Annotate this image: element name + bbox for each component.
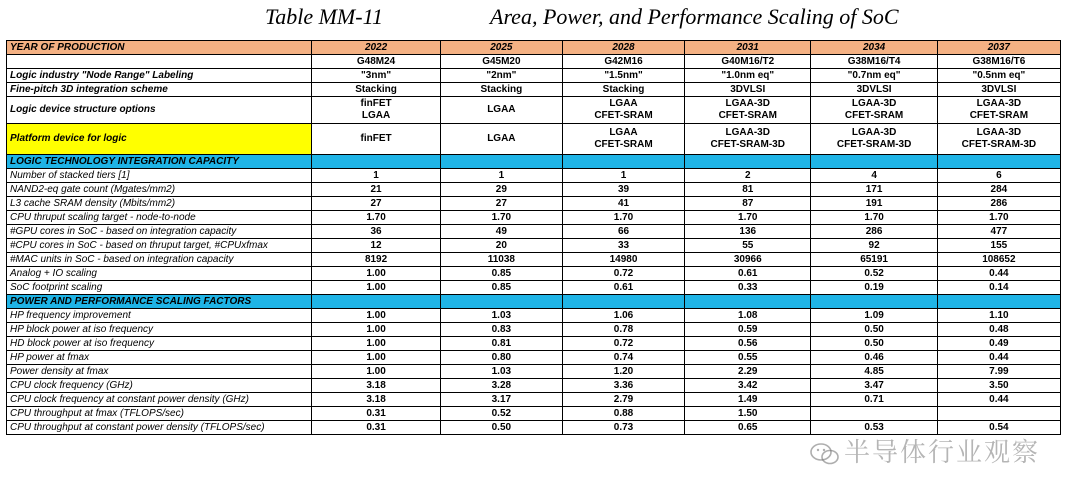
value-cell: 55 bbox=[685, 239, 811, 253]
value-cell: 29 bbox=[440, 183, 562, 197]
row-label: CPU clock frequency at constant power density (GHz) bbox=[7, 393, 312, 407]
value-cell: 0.72 bbox=[562, 337, 684, 351]
section-cell bbox=[440, 155, 562, 169]
row-label: #MAC units in SoC - based on integration capacity bbox=[7, 253, 312, 267]
value-cell: 1.00 bbox=[312, 337, 440, 351]
value-cell: 0.31 bbox=[312, 407, 440, 421]
value-cell: "0.5nm eq" bbox=[937, 69, 1060, 83]
value-cell: Stacking bbox=[562, 83, 684, 97]
section-cell bbox=[562, 155, 684, 169]
value-cell: 49 bbox=[440, 225, 562, 239]
value-cell: 20 bbox=[440, 239, 562, 253]
value-cell: 0.61 bbox=[562, 281, 684, 295]
header-years-row bbox=[7, 41, 1061, 55]
value-cell bbox=[937, 407, 1060, 421]
value-line: LGAA-3D bbox=[725, 98, 770, 109]
value-cell: 81 bbox=[685, 183, 811, 197]
row-label: Fine-pitch 3D integration scheme bbox=[7, 83, 312, 97]
value-cell: 0.33 bbox=[685, 281, 811, 295]
value-cell: 0.46 bbox=[811, 351, 937, 365]
value-cell: 2.29 bbox=[685, 365, 811, 379]
value-cell: "3nm" bbox=[312, 69, 440, 83]
row-label: HP block power at iso frequency bbox=[7, 323, 312, 337]
node-cell: G40M16/T2 bbox=[685, 55, 811, 69]
value-cell: 0.88 bbox=[562, 407, 684, 421]
value-cell: 3.17 bbox=[440, 393, 562, 407]
value-cell: 1.00 bbox=[312, 267, 440, 281]
value-cell: 0.48 bbox=[937, 323, 1060, 337]
value-cell: 3DVLSI bbox=[811, 83, 937, 97]
value-cell: 0.52 bbox=[440, 407, 562, 421]
value-cell: 191 bbox=[811, 197, 937, 211]
value-line: CFET-SRAM-3D bbox=[836, 139, 912, 150]
node-cell: G45M20 bbox=[440, 55, 562, 69]
value-cell: 3.36 bbox=[562, 379, 684, 393]
value-cell: 0.49 bbox=[937, 337, 1060, 351]
table-row bbox=[7, 83, 1061, 97]
table-row bbox=[7, 281, 1061, 295]
value-cell: 12 bbox=[312, 239, 440, 253]
value-cell: 1.08 bbox=[685, 309, 811, 323]
value-cell: 0.73 bbox=[562, 421, 684, 435]
year-label: YEAR OF PRODUCTION bbox=[7, 41, 312, 55]
section-title: POWER AND PERFORMANCE SCALING FACTORS bbox=[7, 295, 312, 309]
value-cell: 0.72 bbox=[562, 267, 684, 281]
value-cell: 0.83 bbox=[440, 323, 562, 337]
value-line: finFET bbox=[360, 98, 392, 109]
value-cell: 0.71 bbox=[811, 393, 937, 407]
table-id: Table MM-11 bbox=[265, 4, 383, 29]
value-cell bbox=[685, 124, 811, 155]
scaling-table bbox=[6, 40, 1061, 435]
watermark-text: 半导体行业观察 bbox=[844, 438, 1041, 468]
table-row bbox=[7, 183, 1061, 197]
value-line: CFET-SRAM bbox=[594, 139, 653, 150]
value-cell bbox=[811, 124, 937, 155]
section-cell bbox=[937, 155, 1060, 169]
value-cell: 1.70 bbox=[562, 211, 684, 225]
section-cell bbox=[312, 155, 440, 169]
value-cell: 3.18 bbox=[312, 379, 440, 393]
value-cell: 0.81 bbox=[440, 337, 562, 351]
value-cell: 0.85 bbox=[440, 281, 562, 295]
value-cell: 1.70 bbox=[312, 211, 440, 225]
value-line: LGAA bbox=[609, 98, 638, 109]
value-cell: 108652 bbox=[937, 253, 1060, 267]
table-row bbox=[7, 169, 1061, 183]
year-cell: 2022 bbox=[312, 41, 440, 55]
table-row bbox=[7, 323, 1061, 337]
value-cell: 1.00 bbox=[312, 365, 440, 379]
value-cell: 1.20 bbox=[562, 365, 684, 379]
value-cell: 14980 bbox=[562, 253, 684, 267]
value-cell: 0.52 bbox=[811, 267, 937, 281]
section-cell bbox=[937, 295, 1060, 309]
value-line: LGAA bbox=[487, 133, 516, 144]
value-cell bbox=[811, 407, 937, 421]
value-cell: 1.49 bbox=[685, 393, 811, 407]
row-label: L3 cache SRAM density (Mbits/mm2) bbox=[7, 197, 312, 211]
table-row bbox=[7, 69, 1061, 83]
value-cell: 1 bbox=[562, 169, 684, 183]
value-cell: 477 bbox=[937, 225, 1060, 239]
value-cell: 3.42 bbox=[685, 379, 811, 393]
value-cell: 1.70 bbox=[685, 211, 811, 225]
value-cell: 1 bbox=[440, 169, 562, 183]
value-cell: 3.28 bbox=[440, 379, 562, 393]
table-row bbox=[7, 407, 1061, 421]
value-cell: Stacking bbox=[440, 83, 562, 97]
row-label: #CPU cores in SoC - based on thruput target, #CPUxfmax bbox=[7, 239, 312, 253]
value-cell: 0.59 bbox=[685, 323, 811, 337]
value-cell: "1.0nm eq" bbox=[685, 69, 811, 83]
value-cell: 1.03 bbox=[440, 309, 562, 323]
value-cell bbox=[685, 97, 811, 124]
value-cell: 0.74 bbox=[562, 351, 684, 365]
table-row bbox=[7, 225, 1061, 239]
value-line: LGAA-3D bbox=[725, 127, 770, 138]
row-label: Analog + IO scaling bbox=[7, 267, 312, 281]
section-cell bbox=[440, 295, 562, 309]
value-cell: 92 bbox=[811, 239, 937, 253]
value-line: LGAA-3D bbox=[851, 98, 897, 109]
node-label bbox=[7, 55, 312, 69]
value-cell: 1.00 bbox=[312, 351, 440, 365]
value-cell bbox=[312, 124, 440, 155]
table-row bbox=[7, 379, 1061, 393]
value-cell: "2nm" bbox=[440, 69, 562, 83]
value-cell bbox=[440, 97, 562, 124]
row-label: Platform device for logic bbox=[7, 124, 312, 155]
row-label: CPU throughput at constant power density (TFLOPS/sec) bbox=[7, 421, 312, 435]
value-cell: 0.61 bbox=[685, 267, 811, 281]
table-row bbox=[7, 309, 1061, 323]
wechat-icon bbox=[810, 442, 840, 466]
section-cell bbox=[685, 155, 811, 169]
row-label: HD block power at iso frequency bbox=[7, 337, 312, 351]
value-cell: 36 bbox=[312, 225, 440, 239]
table-row bbox=[7, 253, 1061, 267]
value-line: LGAA-3D bbox=[976, 98, 1022, 109]
section-title: LOGIC TECHNOLOGY INTEGRATION CAPACITY bbox=[7, 155, 312, 169]
node-cell: G48M24 bbox=[312, 55, 440, 69]
value-line: LGAA bbox=[609, 127, 638, 138]
value-cell bbox=[562, 124, 684, 155]
value-cell: 3DVLSI bbox=[685, 83, 811, 97]
value-cell: 284 bbox=[937, 183, 1060, 197]
value-cell bbox=[440, 124, 562, 155]
value-cell: 3.18 bbox=[312, 393, 440, 407]
node-cell: G42M16 bbox=[562, 55, 684, 69]
value-cell: Stacking bbox=[312, 83, 440, 97]
value-cell: 6 bbox=[937, 169, 1060, 183]
value-cell: 1.10 bbox=[937, 309, 1060, 323]
value-cell: 0.50 bbox=[811, 323, 937, 337]
table-row bbox=[7, 365, 1061, 379]
value-cell: 1.00 bbox=[312, 281, 440, 295]
row-label: NAND2-eq gate count (Mgates/mm2) bbox=[7, 183, 312, 197]
value-cell bbox=[811, 97, 937, 124]
value-cell: 0.50 bbox=[440, 421, 562, 435]
value-cell: 3.50 bbox=[937, 379, 1060, 393]
value-cell: 0.85 bbox=[440, 267, 562, 281]
value-cell: 286 bbox=[937, 197, 1060, 211]
header-nodes-row bbox=[7, 55, 1061, 69]
section-cell bbox=[562, 295, 684, 309]
year-cell: 2025 bbox=[440, 41, 562, 55]
value-line: CFET-SRAM bbox=[594, 110, 653, 121]
table-row bbox=[7, 211, 1061, 225]
section-cell bbox=[685, 295, 811, 309]
section-cell bbox=[811, 295, 937, 309]
row-label: Power density at fmax bbox=[7, 365, 312, 379]
platform-row bbox=[7, 124, 1061, 155]
value-cell: 8192 bbox=[312, 253, 440, 267]
value-cell bbox=[937, 97, 1060, 124]
value-cell: 0.50 bbox=[811, 337, 937, 351]
value-cell: 33 bbox=[562, 239, 684, 253]
value-cell: 0.78 bbox=[562, 323, 684, 337]
value-cell: 0.54 bbox=[937, 421, 1060, 435]
value-cell: 0.31 bbox=[312, 421, 440, 435]
value-cell bbox=[562, 97, 684, 124]
node-cell: G38M16/T4 bbox=[811, 55, 937, 69]
value-cell: 1.70 bbox=[440, 211, 562, 225]
row-label: #GPU cores in SoC - based on integration capacity bbox=[7, 225, 312, 239]
year-cell: 2028 bbox=[562, 41, 684, 55]
row-label: CPU clock frequency (GHz) bbox=[7, 379, 312, 393]
value-cell: 1.00 bbox=[312, 309, 440, 323]
value-line: LGAA-3D bbox=[851, 127, 897, 138]
value-cell: 0.55 bbox=[685, 351, 811, 365]
value-line: CFET-SRAM-3D bbox=[961, 139, 1037, 150]
value-cell: 1.09 bbox=[811, 309, 937, 323]
value-cell: 0.56 bbox=[685, 337, 811, 351]
value-line: LGAA bbox=[361, 110, 391, 121]
structure-row bbox=[7, 97, 1061, 124]
value-cell: 0.14 bbox=[937, 281, 1060, 295]
value-cell: 1 bbox=[312, 169, 440, 183]
value-cell: 4 bbox=[811, 169, 937, 183]
value-cell bbox=[312, 97, 440, 124]
value-cell: 66 bbox=[562, 225, 684, 239]
year-cell: 2031 bbox=[685, 41, 811, 55]
value-cell: "1.5nm" bbox=[562, 69, 684, 83]
row-label: Number of stacked tiers [1] bbox=[7, 169, 312, 183]
value-cell bbox=[937, 124, 1060, 155]
value-cell: 0.65 bbox=[685, 421, 811, 435]
node-cell: G38M16/T6 bbox=[937, 55, 1060, 69]
year-cell: 2037 bbox=[937, 41, 1060, 55]
row-label: SoC footprint scaling bbox=[7, 281, 312, 295]
section-integration-capacity bbox=[7, 155, 1061, 169]
table-caption: Area, Power, and Performance Scaling of SoC bbox=[490, 4, 899, 29]
value-cell: 3DVLSI bbox=[937, 83, 1060, 97]
value-cell: 30966 bbox=[685, 253, 811, 267]
row-label: CPU throughput at fmax (TFLOPS/sec) bbox=[7, 407, 312, 421]
row-label: CPU thruput scaling target - node-to-node bbox=[7, 211, 312, 225]
row-label: HP frequency improvement bbox=[7, 309, 312, 323]
table-row bbox=[7, 239, 1061, 253]
value-cell: 2 bbox=[685, 169, 811, 183]
section-cell bbox=[312, 295, 440, 309]
value-cell: 1.70 bbox=[937, 211, 1060, 225]
value-cell: 0.19 bbox=[811, 281, 937, 295]
section-cell bbox=[811, 155, 937, 169]
value-cell: 136 bbox=[685, 225, 811, 239]
value-line: LGAA bbox=[487, 104, 516, 115]
value-cell: 27 bbox=[312, 197, 440, 211]
table-row bbox=[7, 351, 1061, 365]
value-cell: 41 bbox=[562, 197, 684, 211]
row-label: Logic industry "Node Range" Labeling bbox=[7, 69, 312, 83]
value-line: CFET-SRAM bbox=[969, 110, 1029, 121]
value-cell: "0.7nm eq" bbox=[811, 69, 937, 83]
value-cell: 27 bbox=[440, 197, 562, 211]
value-cell: 155 bbox=[937, 239, 1060, 253]
value-cell: 39 bbox=[562, 183, 684, 197]
value-cell: 0.80 bbox=[440, 351, 562, 365]
value-cell: 1.00 bbox=[312, 323, 440, 337]
value-cell: 4.85 bbox=[811, 365, 937, 379]
value-cell: 0.44 bbox=[937, 393, 1060, 407]
table-row bbox=[7, 267, 1061, 281]
value-cell: 171 bbox=[811, 183, 937, 197]
value-cell: 1.06 bbox=[562, 309, 684, 323]
watermark bbox=[810, 432, 1050, 468]
value-cell: 3.47 bbox=[811, 379, 937, 393]
value-line: CFET-SRAM-3D bbox=[710, 139, 785, 150]
row-label: Logic device structure options bbox=[7, 97, 312, 124]
value-cell: 0.44 bbox=[937, 351, 1060, 365]
row-label: HP power at fmax bbox=[7, 351, 312, 365]
value-cell: 1.50 bbox=[685, 407, 811, 421]
value-cell: 286 bbox=[811, 225, 937, 239]
value-cell: 1.70 bbox=[811, 211, 937, 225]
value-cell: 87 bbox=[685, 197, 811, 211]
value-cell: 0.44 bbox=[937, 267, 1060, 281]
value-cell: 11038 bbox=[440, 253, 562, 267]
value-line: LGAA-3D bbox=[976, 127, 1022, 138]
value-cell: 65191 bbox=[811, 253, 937, 267]
value-line: CFET-SRAM bbox=[718, 110, 777, 121]
value-cell: 7.99 bbox=[937, 365, 1060, 379]
value-cell: 21 bbox=[312, 183, 440, 197]
value-cell: 2.79 bbox=[562, 393, 684, 407]
value-line: CFET-SRAM bbox=[844, 110, 904, 121]
value-cell: 0.53 bbox=[811, 421, 937, 435]
table-row bbox=[7, 337, 1061, 351]
table-row bbox=[7, 197, 1061, 211]
value-cell: 1.03 bbox=[440, 365, 562, 379]
table-row bbox=[7, 393, 1061, 407]
section-power-performance bbox=[7, 295, 1061, 309]
value-line: finFET bbox=[360, 133, 392, 144]
year-cell: 2034 bbox=[811, 41, 937, 55]
